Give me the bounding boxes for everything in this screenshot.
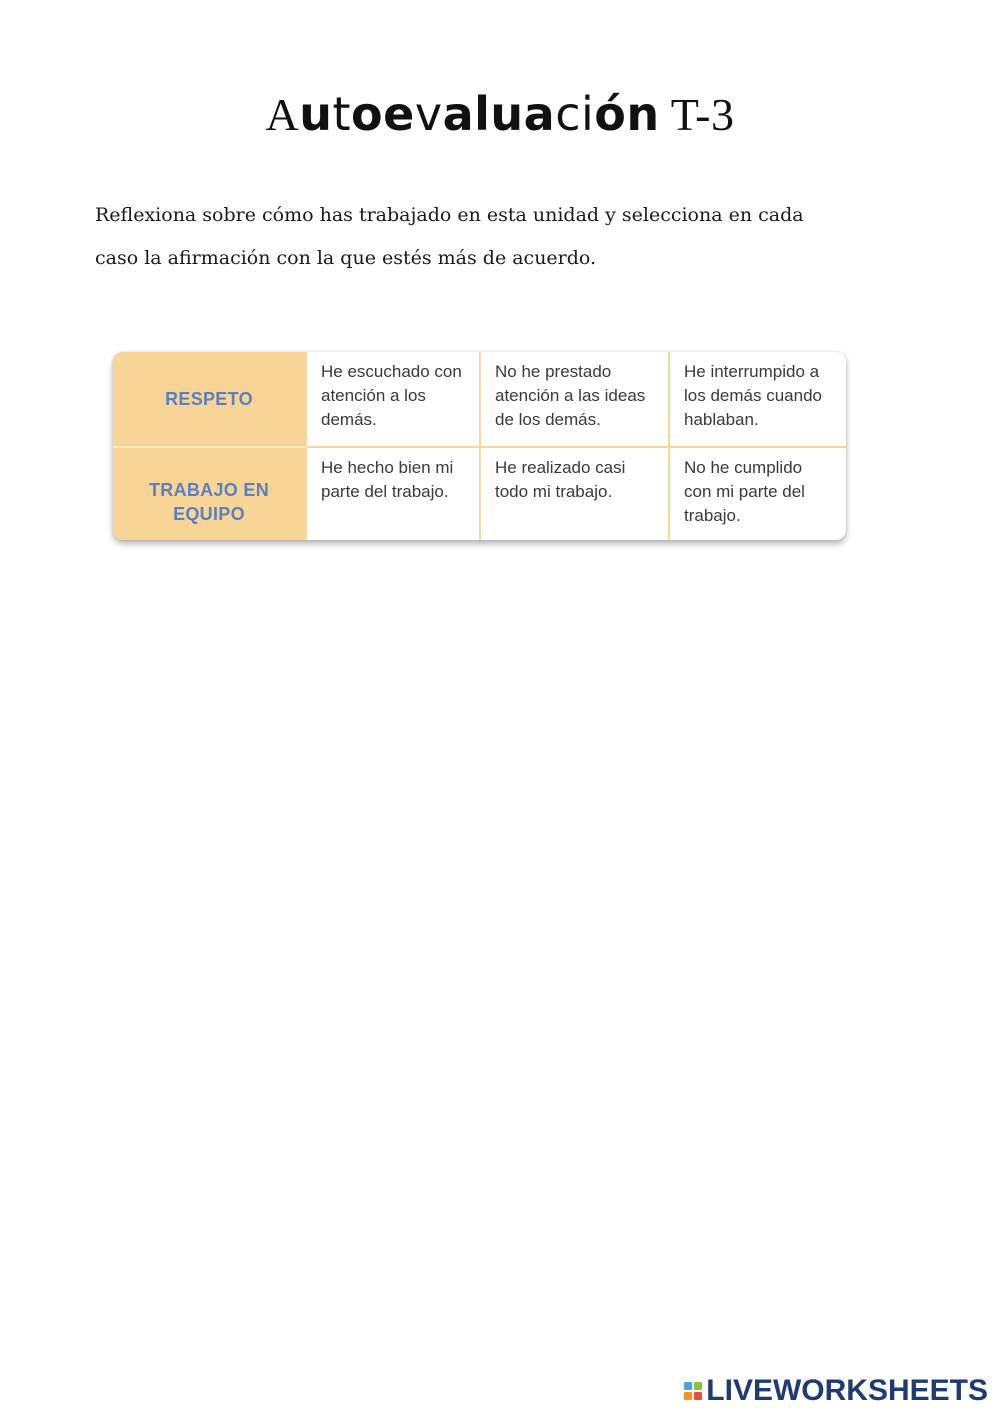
title-part: alua	[442, 87, 556, 141]
option-cell[interactable]: He hecho bien mi parte del trabajo.	[306, 447, 480, 540]
table-row	[113, 447, 846, 540]
option-cell[interactable]: No he prestado atención a las ideas de los demás.	[480, 352, 669, 447]
option-cell[interactable]: He realizado casi todo mi trabajo.	[480, 447, 669, 540]
table-row	[113, 352, 846, 447]
title-part: v	[414, 87, 443, 141]
title-part: ón	[594, 87, 660, 141]
instructions-paragraph	[95, 194, 925, 280]
logo-square	[684, 1382, 692, 1390]
title-part: u	[299, 87, 333, 141]
option-cell[interactable]: No he cumplido con mi parte del trabajo.	[669, 447, 846, 540]
title-part: t	[332, 87, 352, 141]
liveworksheets-mark-icon	[684, 1382, 702, 1400]
title-part: T-3	[659, 89, 735, 140]
logo-text: LIVEWORKSHEETS	[706, 1374, 988, 1407]
category-trabajo-en-equipo: TRABAJO EN EQUIPO	[113, 447, 306, 540]
option-cell[interactable]: He interrumpido a los demás cuando hablaban.	[669, 352, 846, 447]
option-cell[interactable]: He escuchado con atención a los demás.	[306, 352, 480, 447]
liveworksheets-logo	[684, 1376, 988, 1406]
self-evaluation-table	[113, 352, 846, 540]
title-part: oe	[351, 87, 415, 141]
page-title	[0, 84, 1000, 145]
category-respeto: RESPETO	[113, 352, 306, 447]
logo-square	[694, 1382, 702, 1390]
title-part: ci	[555, 87, 595, 141]
title-part: A	[265, 89, 300, 140]
logo-square	[694, 1392, 702, 1400]
instructions-line: Reflexiona sobre cómo has trabajado en esta unidad y selecciona en cada	[95, 204, 804, 226]
instructions-line: caso la afirmación con la que estés más de acuerdo.	[95, 247, 597, 269]
logo-square	[684, 1392, 692, 1400]
